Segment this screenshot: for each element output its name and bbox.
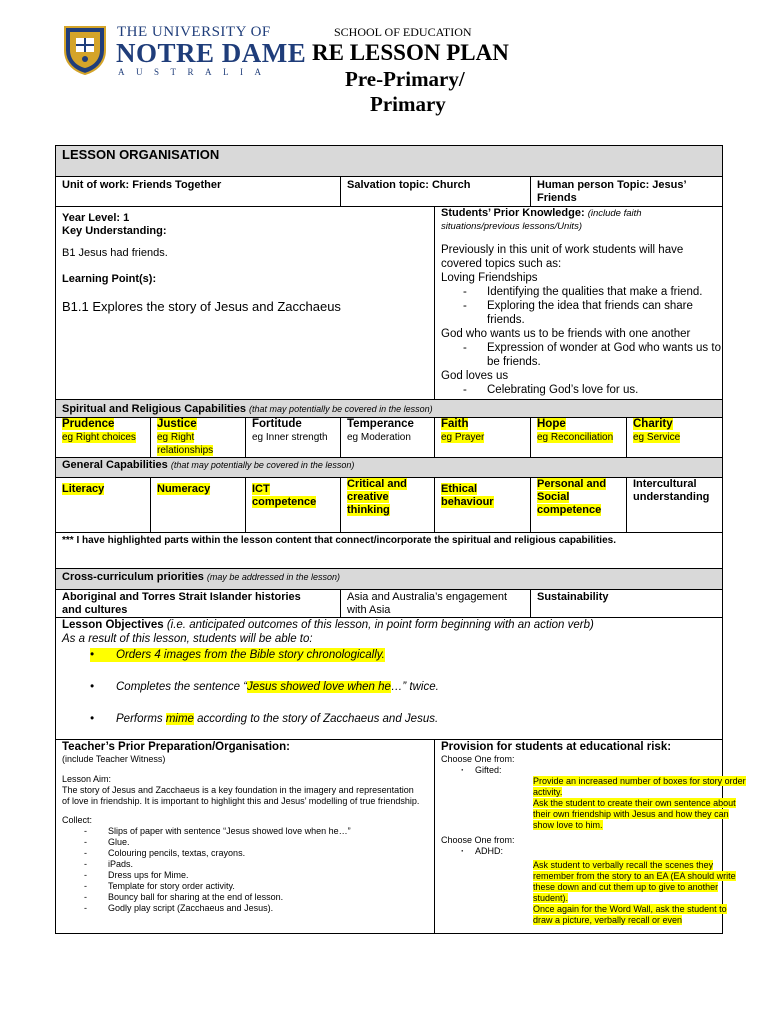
list-item: - Godly play script (Zacchaeus and Jesus). (84, 903, 434, 914)
prior-topic-2: God who wants us to be friends with one another (441, 328, 691, 340)
learning-points-label: Learning Point(s): (62, 273, 157, 285)
cross-aboriginal: Aboriginal and Torres Strait Islander histories and cultures (56, 590, 341, 618)
general-ict: ICT competence (246, 478, 341, 533)
capability-charity: Charity eg Service (627, 418, 723, 458)
general-ethical: Ethical behaviour (435, 478, 531, 533)
spiritual-heading-row (56, 400, 723, 418)
year-level: Year Level: 1 (62, 212, 130, 224)
list-item: - iPads. (84, 859, 434, 870)
key-understanding-label: Key Understanding: (62, 225, 167, 237)
human-person-topic: Human person Topic: Jesus’ Friends (531, 177, 723, 207)
lesson-plan-table (55, 145, 746, 934)
provision-cell: Provision for students at educational risk: Choose One from: · Gifted: Provide an increased number of boxes for story order activity. Ask the student to create their own sentence about their own friendship with Jesus and how they can show love to him. Choose One from: · ADHD: Ask student to verbally recall the scenes they remember from the story to an EA (EA should write these down and cut them up to give to another student). Once again for the Word Wall, ask the student to draw a picture, verbally recall or even (435, 740, 723, 934)
cross-note: (may be addressed in the lesson) (206, 572, 340, 582)
cross-heading-row (56, 569, 723, 590)
adhd-provisions (533, 860, 748, 926)
provision-group-2 (441, 846, 722, 857)
general-heading-row (56, 458, 723, 478)
highlight-note-row (56, 533, 723, 569)
preparation-row (56, 740, 723, 934)
cross-sustainability: Sustainability (531, 590, 723, 618)
list-item: - Bouncy ball for sharing at the end of lesson. (84, 892, 434, 903)
list-item: · Gifted: (461, 765, 722, 776)
capability-hope: Hope eg Reconciliation (531, 418, 627, 458)
general-intercultural: Intercultural understanding (627, 478, 723, 533)
understanding-b1: B1 Jesus had friends. (62, 247, 168, 259)
prior-topic-3-list (441, 383, 722, 397)
prior-knowledge-cell (435, 207, 723, 400)
page-header (0, 0, 768, 140)
lesson-aim-text: The story of Jesus and Zacchaeus is a key foundation in the imagery and representation of love in friendship. It is important to highlight this and Jesus’ modelling of true friendship. (62, 785, 420, 806)
objective-2: • Completes the sentence “Jesus showed love when he…” twice. (90, 680, 722, 694)
lesson-aim-label: Lesson Aim: (62, 774, 112, 784)
cross-asia: Asia and Australia’s engagement with Asia (341, 590, 531, 618)
school-name: SCHOOL OF EDUCATION (334, 25, 472, 39)
list-item: - Glue. (84, 837, 434, 848)
capability-faith: Faith eg Prayer (435, 418, 531, 458)
prior-intro: Previously in this unit of work students will have covered topics such as: (441, 244, 684, 270)
list-item: - Celebrating God’s love for us. (463, 383, 722, 397)
highlight-note: *** I have highlighted parts within the lesson content that connect/incorporate the spiritual and religious capabilities. (56, 533, 723, 569)
prior-knowledge-note: (include faith situations/previous lessons/Units) (441, 208, 642, 232)
teacher-note: (include Teacher Witness) (62, 754, 166, 764)
document-subtitle-2: Primary (370, 92, 446, 116)
list-item: - Colouring pencils, textas, crayons. (84, 848, 434, 859)
logo-line-2: NOTRE DAME (116, 38, 307, 68)
understanding-cell (56, 207, 435, 400)
provision-group-1 (441, 765, 722, 776)
unit-of-work: Unit of work: Friends Together (56, 177, 341, 207)
teacher-preparation-cell (56, 740, 435, 934)
objectives-cell (56, 618, 723, 740)
logo-line-3: AUSTRALIA (118, 67, 273, 77)
topics-row (56, 177, 723, 207)
capability-temperance: Temperance eg Moderation (341, 418, 435, 458)
prior-topic-2-list (441, 341, 722, 369)
prior-topic-1: Loving Friendships (441, 272, 538, 284)
teacher-heading: Teacher’s Prior Preparation/Organisation: (62, 741, 290, 753)
general-personal-social: Personal and Social competence (531, 478, 627, 533)
document-title: RE LESSON PLAN (312, 40, 509, 65)
general-note: (that may potentially be covered in the lesson) (170, 460, 355, 470)
list-item: - Slips of paper with sentence “Jesus showed love when he…” (84, 826, 434, 837)
objective-3: • Performs mime according to the story of Zacchaeus and Jesus. (90, 712, 722, 726)
capability-fortitude: Fortitude eg Inner strength (246, 418, 341, 458)
university-crest-logo (62, 24, 108, 76)
adhd-option-a: Ask student to verbally recall the scenes they remember from the story to an EA (EA should write these down and cut them up to give to another student). (533, 860, 736, 903)
document-subtitle-1: Pre-Primary/ (345, 67, 465, 91)
objectives-intro: As a result of this lesson, students will be able to: (62, 633, 313, 645)
general-heading: General Capabilities (62, 459, 168, 471)
objectives-list (62, 646, 722, 726)
organisation-heading: LESSON ORGANISATION (62, 147, 220, 162)
capability-justice: Justice eg Right relationships (151, 418, 246, 458)
prior-knowledge-heading: Students’ Prior Knowledge: (441, 207, 585, 219)
spiritual-capabilities-row (56, 418, 723, 458)
objectives-note: (i.e. anticipated outcomes of this lesson, in point form beginning with an action verb) (166, 619, 594, 631)
gifted-provisions (533, 776, 748, 831)
collect-list (62, 826, 434, 914)
provision-choose-1: Choose One from: (441, 754, 515, 764)
general-critical-thinking: Critical and creative thinking (341, 478, 435, 533)
provision-heading: Provision for students at educational risk (441, 741, 668, 753)
list-item: - Identifying the qualities that make a friend. (463, 285, 722, 299)
general-numeracy: Numeracy (151, 478, 246, 533)
adhd-option-b: Once again for the Word Wall, ask the student to draw a picture, verbally recall or even (533, 904, 727, 925)
capability-prudence: Prudence eg Right choices (56, 418, 151, 458)
spiritual-heading: Spiritual and Religious Capabilities (62, 403, 246, 415)
logo-line-1: THE UNIVERSITY OF (117, 24, 271, 40)
learning-point-b1-1: B1.1 Explores the story of Jesus and Zacchaeus (62, 299, 341, 314)
spiritual-note: (that may potentially be covered in the lesson) (249, 404, 433, 414)
salvation-topic: Salvation topic: Church (341, 177, 531, 207)
list-item: - Exploring the idea that friends can share friends. (463, 299, 722, 327)
prior-topic-1-list (441, 285, 722, 327)
gifted-option-a: Provide an increased number of boxes for story order activity. (533, 776, 746, 797)
list-item: - Dress ups for Mime. (84, 870, 434, 881)
general-literacy: Literacy (56, 478, 151, 533)
list-item: - Expression of wonder at God who wants us to be friends. (463, 341, 722, 369)
general-capabilities-row (56, 478, 723, 533)
gifted-option-b: Ask the student to create their own sentence about their own friendship with Jesus and how they can show love to him. (533, 798, 736, 830)
cross-priorities-row (56, 590, 723, 618)
cross-heading: Cross-curriculum priorities (62, 571, 204, 583)
understanding-row (56, 207, 723, 400)
objectives-row (56, 618, 723, 740)
list-item: · ADHD: (461, 846, 722, 857)
objectives-heading: Lesson Objectives (62, 619, 164, 631)
organisation-heading-row (56, 146, 723, 177)
list-item: - Template for story order activity. (84, 881, 434, 892)
provision-choose-2: Choose One from: (441, 835, 515, 845)
collect-label: Collect: (62, 815, 93, 825)
prior-topic-3: God loves us (441, 370, 509, 382)
objective-1: • Orders 4 images from the Bible story chronologically. (90, 648, 385, 662)
